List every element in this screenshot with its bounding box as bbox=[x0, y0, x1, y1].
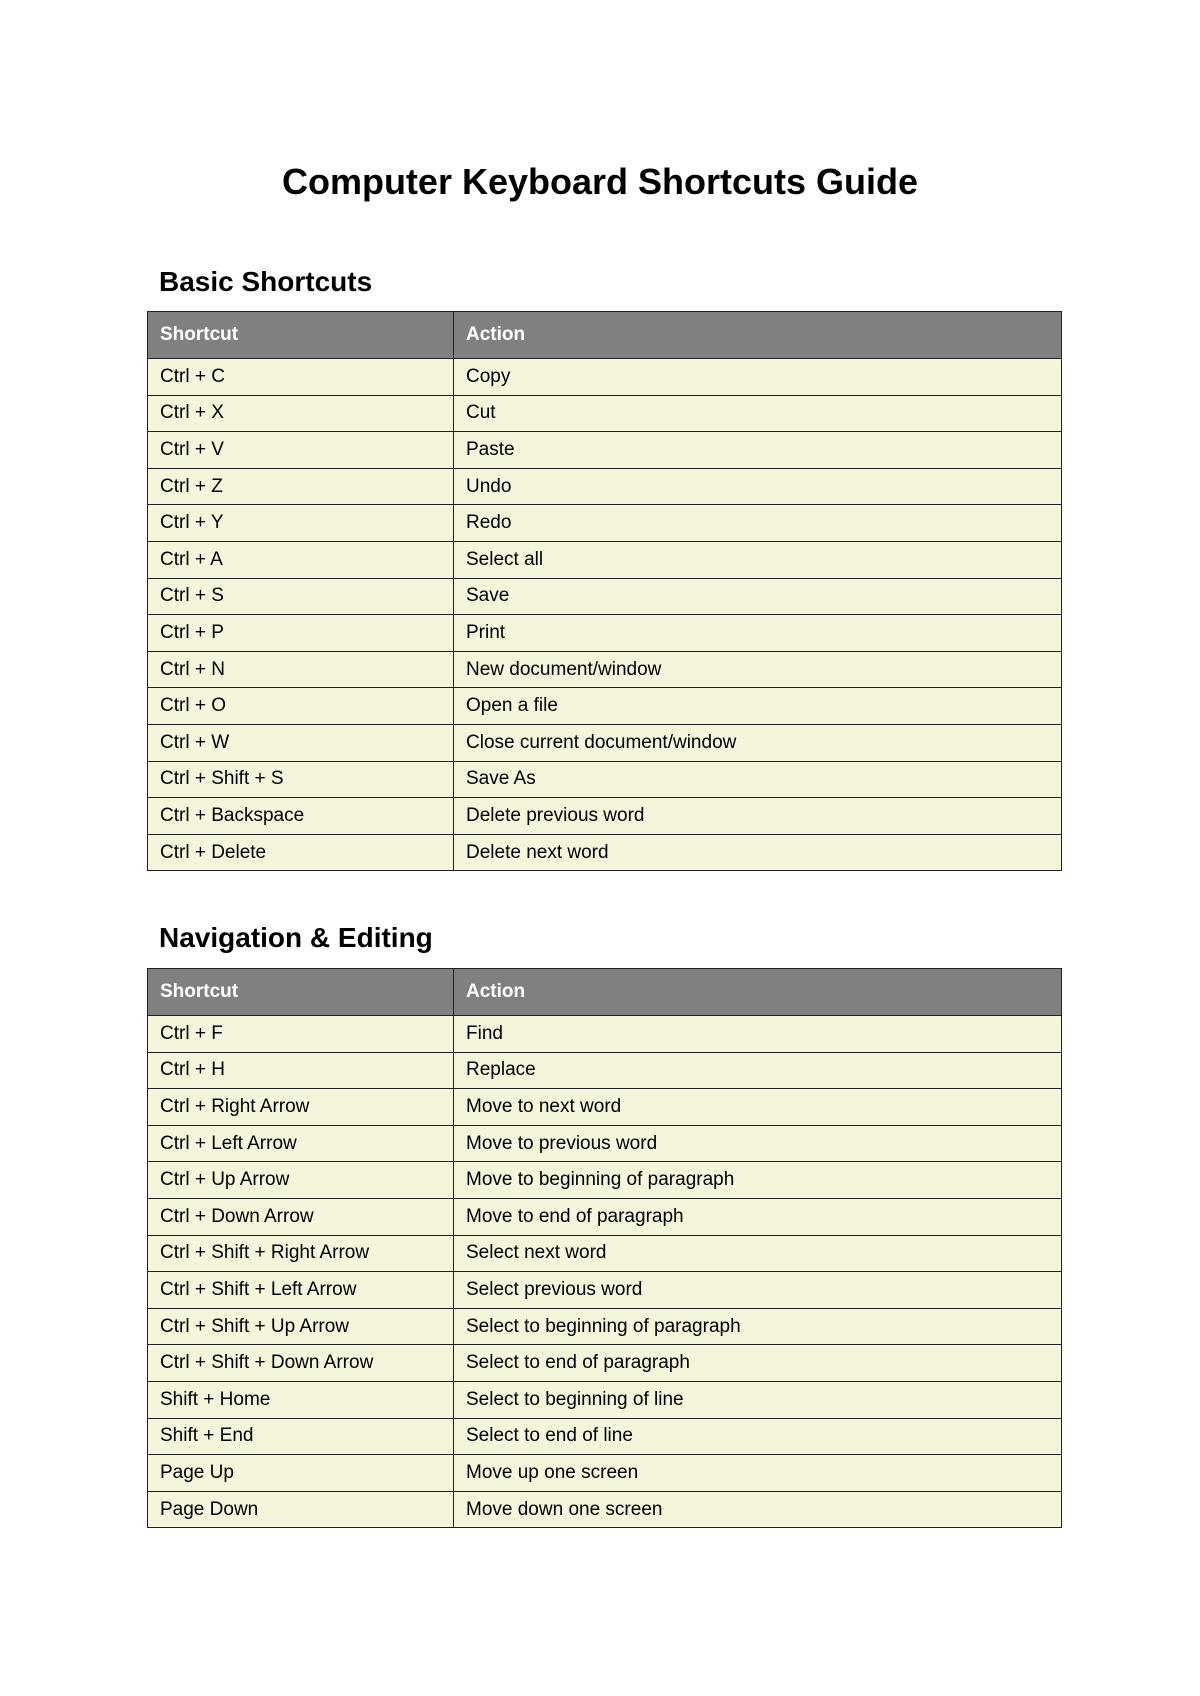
shortcut-cell: Ctrl + Z bbox=[148, 468, 454, 505]
shortcut-cell: Ctrl + Right Arrow bbox=[148, 1089, 454, 1126]
table-row bbox=[148, 395, 1062, 432]
column-header-action: Action bbox=[454, 969, 1062, 1016]
shortcut-cell: Ctrl + C bbox=[148, 359, 454, 396]
action-cell: New document/window bbox=[454, 651, 1062, 688]
column-header-shortcut: Shortcut bbox=[148, 312, 454, 359]
table-row bbox=[148, 798, 1062, 835]
shortcut-cell: Ctrl + Backspace bbox=[148, 798, 454, 835]
shortcut-cell: Ctrl + F bbox=[148, 1016, 454, 1053]
action-cell: Undo bbox=[454, 468, 1062, 505]
table-row bbox=[148, 359, 1062, 396]
shortcut-cell: Page Up bbox=[148, 1455, 454, 1492]
table-row bbox=[148, 541, 1062, 578]
action-cell: Copy bbox=[454, 359, 1062, 396]
table-row bbox=[148, 1198, 1062, 1235]
section-title-basic-shortcuts: Basic Shortcuts bbox=[159, 266, 373, 297]
action-cell: Move down one screen bbox=[454, 1491, 1062, 1528]
action-cell: Cut bbox=[454, 395, 1062, 432]
shortcut-cell: Ctrl + Shift + S bbox=[148, 761, 454, 798]
action-cell: Move to end of paragraph bbox=[454, 1198, 1062, 1235]
shortcut-cell: Page Down bbox=[148, 1491, 454, 1528]
action-cell: Paste bbox=[454, 432, 1062, 469]
action-cell: Move to beginning of paragraph bbox=[454, 1162, 1062, 1199]
table-row bbox=[148, 1381, 1062, 1418]
shortcut-cell: Ctrl + S bbox=[148, 578, 454, 615]
table-row bbox=[148, 724, 1062, 761]
action-cell: Select previous word bbox=[454, 1272, 1062, 1309]
navigation-editing-table bbox=[147, 968, 1062, 1528]
action-cell: Move up one screen bbox=[454, 1455, 1062, 1492]
action-cell: Select to beginning of line bbox=[454, 1381, 1062, 1418]
shortcut-cell: Ctrl + O bbox=[148, 688, 454, 725]
shortcut-cell: Ctrl + Y bbox=[148, 505, 454, 542]
table-row bbox=[148, 1089, 1062, 1126]
shortcut-cell: Ctrl + H bbox=[148, 1052, 454, 1089]
shortcut-cell: Shift + End bbox=[148, 1418, 454, 1455]
table-row bbox=[148, 1455, 1062, 1492]
table-row bbox=[148, 578, 1062, 615]
table-row bbox=[148, 1052, 1062, 1089]
action-cell: Save bbox=[454, 578, 1062, 615]
table-row bbox=[148, 1272, 1062, 1309]
table-row bbox=[148, 651, 1062, 688]
column-header-action: Action bbox=[454, 312, 1062, 359]
table-row bbox=[148, 1016, 1062, 1053]
table-row bbox=[148, 1125, 1062, 1162]
table-row bbox=[148, 432, 1062, 469]
shortcut-cell: Ctrl + Shift + Up Arrow bbox=[148, 1308, 454, 1345]
table-header-row bbox=[148, 312, 1062, 359]
table-row bbox=[148, 1418, 1062, 1455]
shortcut-cell: Shift + Home bbox=[148, 1381, 454, 1418]
action-cell: Move to next word bbox=[454, 1089, 1062, 1126]
shortcut-cell: Ctrl + A bbox=[148, 541, 454, 578]
shortcut-cell: Ctrl + Shift + Left Arrow bbox=[148, 1272, 454, 1309]
shortcut-cell: Ctrl + Down Arrow bbox=[148, 1198, 454, 1235]
table-row bbox=[148, 615, 1062, 652]
action-cell: Move to previous word bbox=[454, 1125, 1062, 1162]
table-row bbox=[148, 834, 1062, 871]
action-cell: Select to beginning of paragraph bbox=[454, 1308, 1062, 1345]
shortcut-cell: Ctrl + Delete bbox=[148, 834, 454, 871]
shortcut-cell: Ctrl + Shift + Right Arrow bbox=[148, 1235, 454, 1272]
table-row bbox=[148, 1491, 1062, 1528]
action-cell: Select all bbox=[454, 541, 1062, 578]
action-cell: Delete next word bbox=[454, 834, 1062, 871]
table-header-row bbox=[148, 969, 1062, 1016]
action-cell: Select to end of paragraph bbox=[454, 1345, 1062, 1382]
shortcut-cell: Ctrl + Up Arrow bbox=[148, 1162, 454, 1199]
shortcut-cell: Ctrl + N bbox=[148, 651, 454, 688]
shortcut-cell: Ctrl + W bbox=[148, 724, 454, 761]
section-title-navigation-editing: Navigation & Editing bbox=[159, 922, 433, 953]
table-row bbox=[148, 688, 1062, 725]
shortcut-cell: Ctrl + X bbox=[148, 395, 454, 432]
table-row bbox=[148, 468, 1062, 505]
action-cell: Select to end of line bbox=[454, 1418, 1062, 1455]
action-cell: Close current document/window bbox=[454, 724, 1062, 761]
basic-shortcuts-table bbox=[147, 311, 1062, 871]
shortcut-cell: Ctrl + Shift + Down Arrow bbox=[148, 1345, 454, 1382]
shortcut-cell: Ctrl + V bbox=[148, 432, 454, 469]
table-row bbox=[148, 1162, 1062, 1199]
action-cell: Delete previous word bbox=[454, 798, 1062, 835]
table-row bbox=[148, 1235, 1062, 1272]
action-cell: Open a file bbox=[454, 688, 1062, 725]
shortcut-cell: Ctrl + P bbox=[148, 615, 454, 652]
table-row bbox=[148, 761, 1062, 798]
column-header-shortcut: Shortcut bbox=[148, 969, 454, 1016]
table-row bbox=[148, 1345, 1062, 1382]
action-cell: Select next word bbox=[454, 1235, 1062, 1272]
table-row bbox=[148, 505, 1062, 542]
action-cell: Replace bbox=[454, 1052, 1062, 1089]
action-cell: Print bbox=[454, 615, 1062, 652]
table-row bbox=[148, 1308, 1062, 1345]
page-title: Computer Keyboard Shortcuts Guide bbox=[281, 161, 919, 202]
action-cell: Save As bbox=[454, 761, 1062, 798]
shortcut-cell: Ctrl + Left Arrow bbox=[148, 1125, 454, 1162]
action-cell: Find bbox=[454, 1016, 1062, 1053]
action-cell: Redo bbox=[454, 505, 1062, 542]
